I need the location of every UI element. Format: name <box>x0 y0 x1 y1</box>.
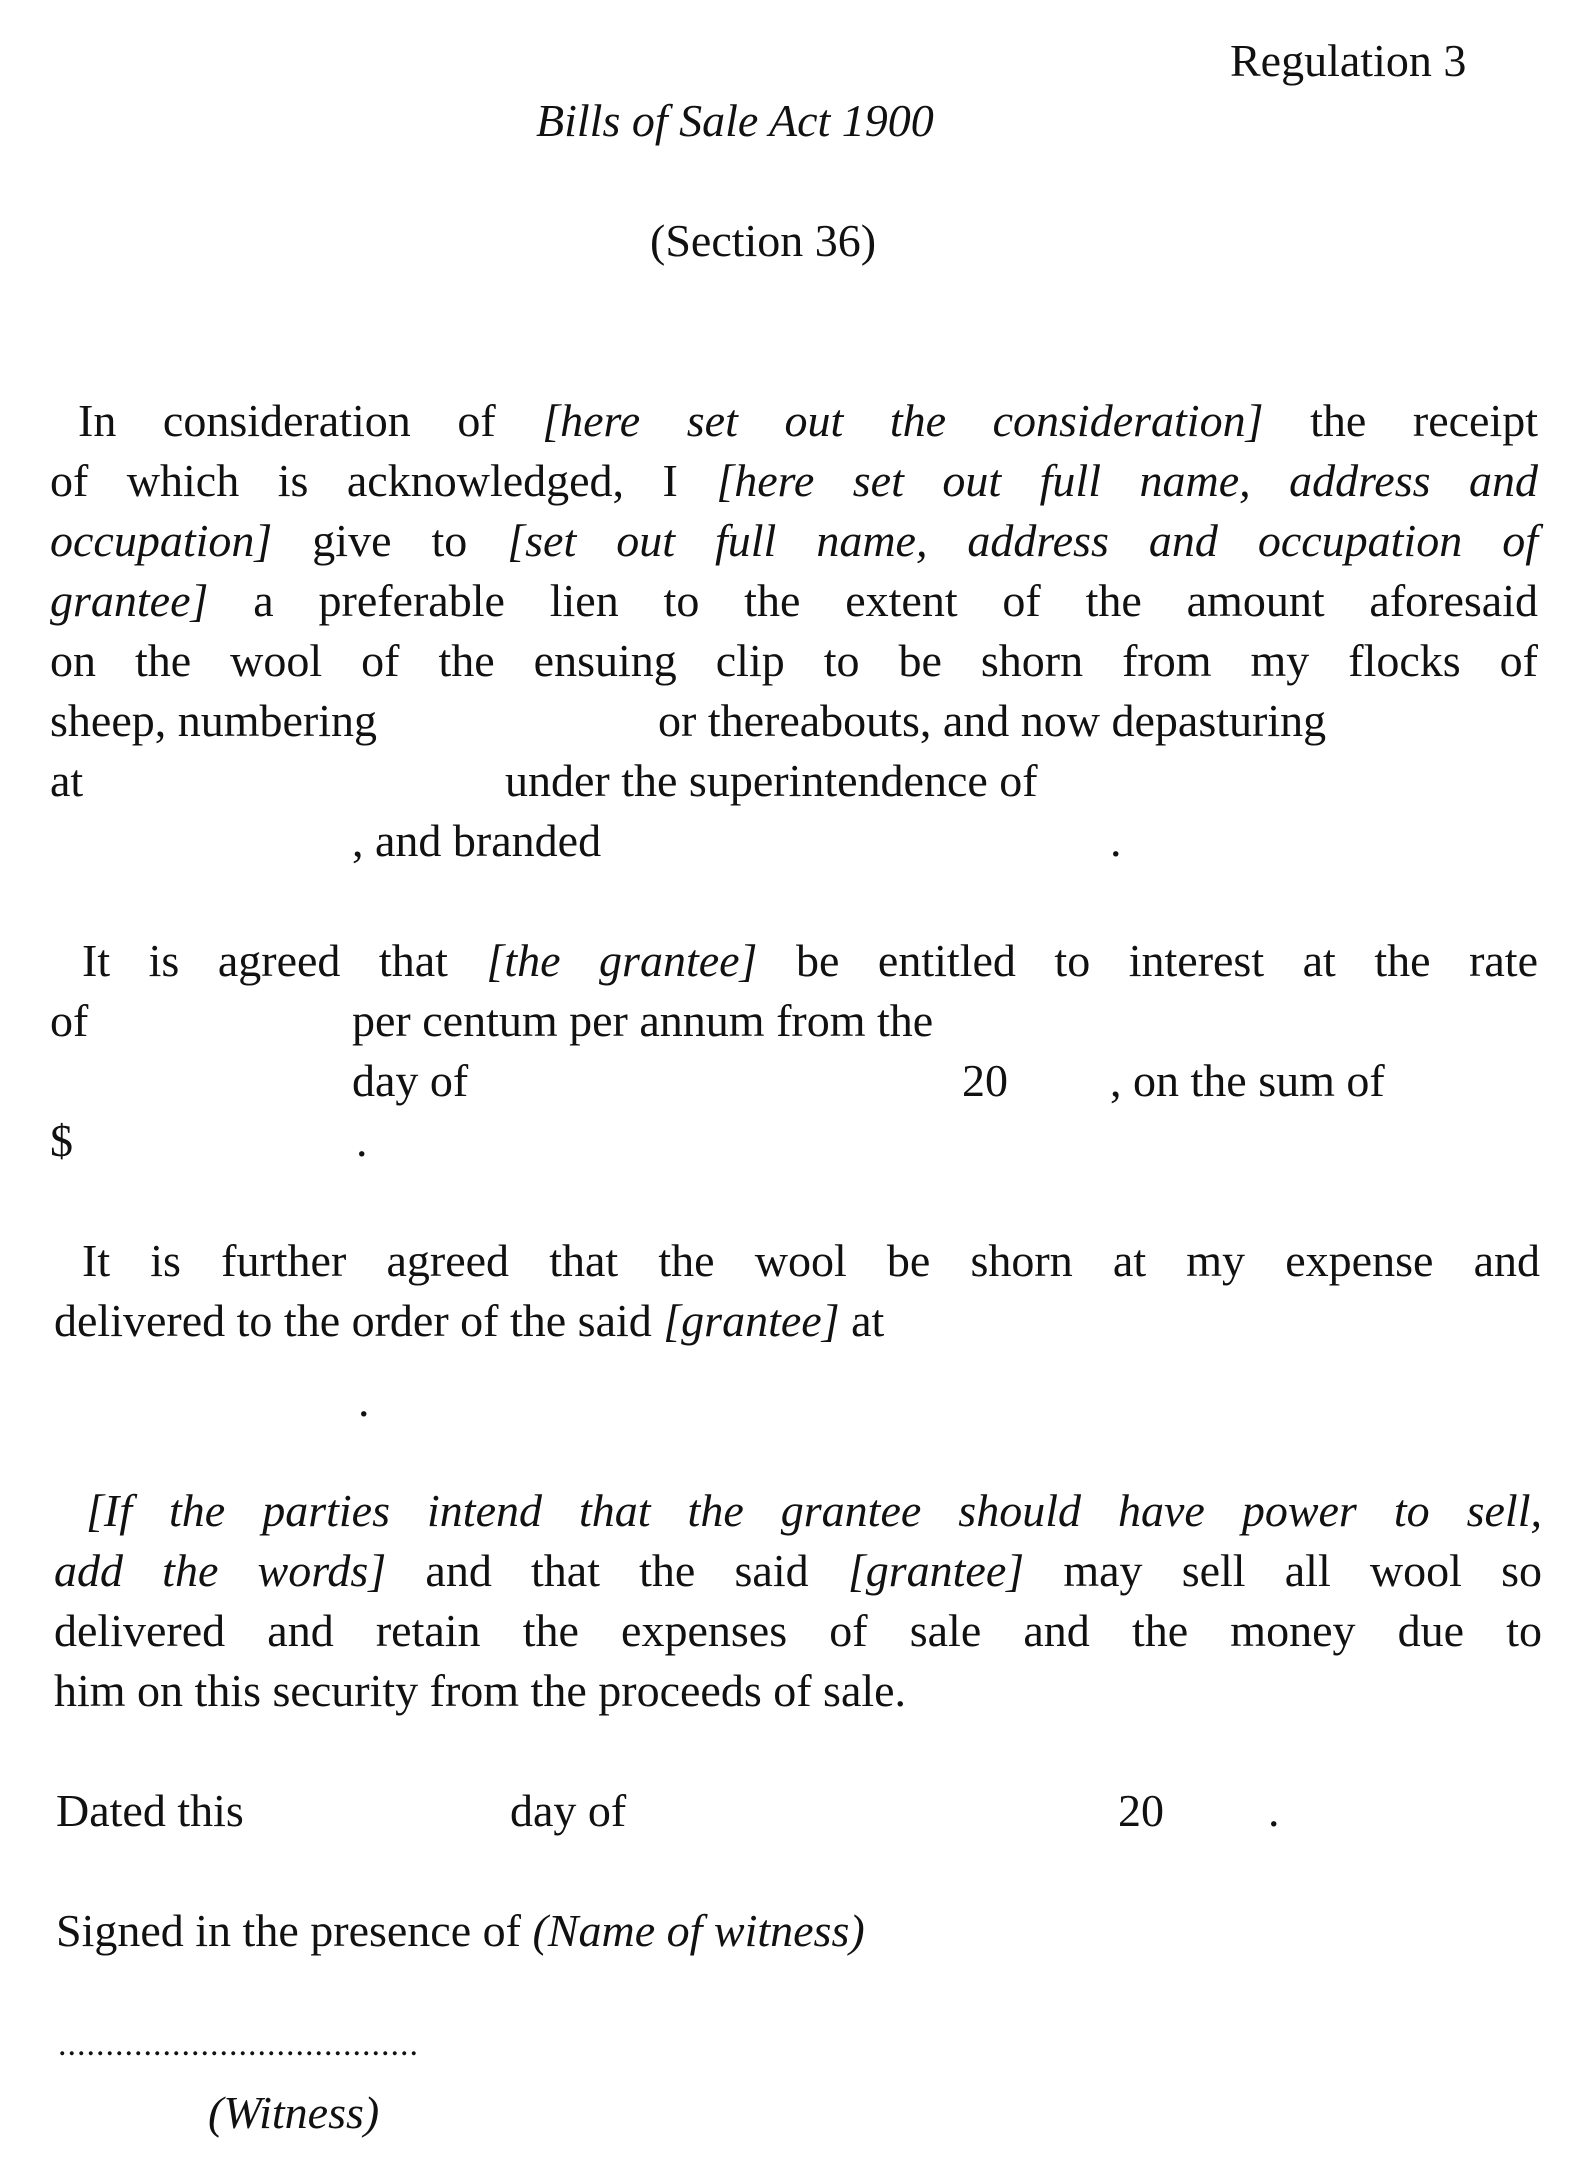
para2-line-3a: day of <box>352 1055 469 1106</box>
dated-year-prefix: 20 <box>1118 1785 1164 1836</box>
para4-line-2: add the words] and that the said [grantee] may sell all wool so <box>54 1545 1542 1596</box>
para1-line-6b: or thereabouts, and now depasturing <box>658 695 1327 746</box>
para2-line-4b: . <box>356 1115 368 1166</box>
witness-label: (Witness) <box>208 2087 380 2138</box>
para3-line-3: . <box>358 1375 370 1426</box>
dated-period: . <box>1268 1785 1280 1836</box>
para1-line-8b: . <box>1110 815 1122 866</box>
para4-line-3: delivered and retain the expenses of sale and the money due to <box>54 1605 1542 1656</box>
para2-line-4a: $ <box>50 1115 73 1166</box>
para1-line-5: on the wool of the ensuing clip to be shorn from my flocks of <box>50 635 1538 686</box>
para2-line-3c: , on the sum of <box>1110 1055 1385 1106</box>
para2-line-1: It is agreed that [the grantee] be entitled to interest at the rate <box>82 935 1539 986</box>
para2-line-3b: 20 <box>962 1055 1008 1106</box>
para2-line-2a: of <box>50 995 89 1046</box>
para1-line-7b: under the superintendence of <box>505 755 1038 806</box>
dated-day-of-label: day of <box>510 1785 627 1836</box>
para4-line-4: him on this security from the proceeds of sale. <box>54 1665 907 1716</box>
para3-line-2: delivered to the order of the said [grantee] at <box>54 1295 885 1346</box>
para1-line-8a: , and branded <box>352 815 602 866</box>
witness-signature-line: ...................................... <box>58 2026 419 2063</box>
dated-this-label: Dated this <box>56 1785 244 1836</box>
regulation-label: Regulation 3 <box>1230 35 1467 86</box>
signed-in-presence-line: Signed in the presence of (Name of witness) <box>56 1905 865 1956</box>
section-reference: (Section 36) <box>650 215 877 266</box>
para1-line-2: of which is acknowledged, I [here set out full name, address and <box>50 455 1538 506</box>
para1-line-3: occupation] give to [set out full name, address and occupation of <box>50 515 1538 566</box>
act-title: Bills of Sale Act 1900 <box>536 95 934 146</box>
para1-line-7a: at <box>50 755 84 806</box>
para4-line-1: [If the parties intend that the grantee should have power to sell, <box>86 1485 1542 1536</box>
para1-line-6a: sheep, numbering <box>50 695 378 746</box>
para1-line-1: In consideration of [here set out the consideration] the receipt <box>78 395 1539 446</box>
para1-line-4: grantee] a preferable lien to the extent of the amount aforesaid <box>50 575 1538 626</box>
para3-line-1: It is further agreed that the wool be shorn at my expense and <box>82 1235 1540 1286</box>
para2-line-2b: per centum per annum from the <box>352 995 934 1046</box>
